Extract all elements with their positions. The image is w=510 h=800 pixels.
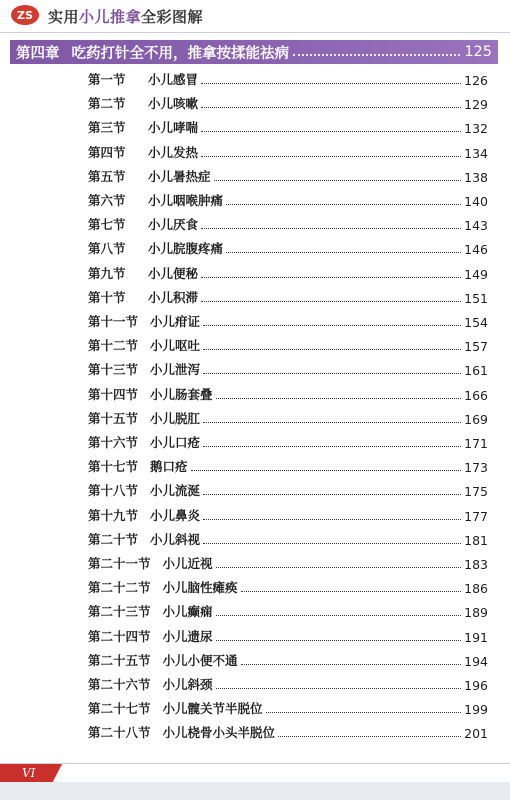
toc-page-number: 161	[464, 363, 488, 379]
page-number: VI	[22, 766, 36, 780]
toc-section-number: 第二十节	[88, 531, 139, 547]
toc-page-number: 157	[464, 339, 488, 355]
toc-page-number: 173	[464, 460, 488, 476]
toc-leader-dots	[241, 591, 462, 592]
toc-section-number: 第十节	[88, 289, 126, 305]
toc-page-number: 138	[464, 169, 488, 185]
chapter-number: 第四章	[16, 45, 60, 62]
toc-section-number: 第十四节	[88, 386, 139, 402]
book-title	[48, 6, 203, 27]
toc-section-title: 小儿积滞	[148, 289, 199, 305]
toc-entry[interactable]	[88, 211, 488, 233]
toc-entry[interactable]	[88, 308, 488, 330]
toc-leader-dots	[201, 228, 461, 229]
toc-section-number: 第十七节	[88, 459, 139, 475]
toc-section-title: 小儿呕吐	[150, 338, 201, 354]
book-title-suffix: 全彩图解	[141, 8, 204, 26]
toc-entry[interactable]	[88, 598, 488, 620]
toc-section-title: 小儿髋关节半脱位	[162, 701, 263, 717]
toc-entry[interactable]	[88, 114, 488, 136]
toc-entry[interactable]	[88, 381, 488, 403]
toc-entry[interactable]	[88, 284, 488, 306]
toc-page-number: 175	[464, 484, 488, 500]
toc-section-title: 小儿流涎	[150, 483, 201, 499]
toc-entry[interactable]	[88, 574, 488, 596]
toc-section-number: 第四节	[88, 144, 126, 160]
toc-section-title: 小儿近视	[162, 556, 213, 571]
toc-entry[interactable]	[88, 526, 488, 548]
toc-section-number: 第十八节	[88, 483, 139, 499]
toc-section-title: 小儿桡骨小头半脱位	[162, 725, 276, 741]
toc-leader-dots	[201, 131, 461, 132]
toc-section-title: 小儿脑性瘫痪	[162, 580, 238, 596]
toc-entry[interactable]	[88, 453, 488, 475]
toc-entry[interactable]	[88, 139, 488, 161]
toc-section-number: 第二十二节	[88, 580, 151, 596]
toc-page-number: 199	[464, 702, 488, 718]
toc-leader-dots	[201, 301, 461, 302]
toc-leader-dots	[201, 83, 461, 84]
toc-section-number: 第一节	[88, 72, 126, 87]
toc-section-title: 小儿脘腹疼痛	[148, 241, 224, 257]
toc-section-number: 第八节	[88, 241, 126, 257]
book-title-prefix: 实用	[48, 8, 80, 26]
toc-leader-dots	[191, 470, 462, 471]
bottom-strip	[0, 782, 510, 800]
toc-entry[interactable]	[88, 550, 488, 572]
toc-page-number: 171	[464, 436, 488, 451]
toc-section-number: 第二十六节	[88, 677, 151, 692]
toc-entry[interactable]	[88, 719, 488, 741]
toc-leader-dots	[203, 325, 461, 326]
toc-section-number: 第十二节	[88, 338, 139, 354]
toc-leader-dots	[201, 277, 461, 278]
toc-section-title: 小儿小便不通	[162, 652, 238, 668]
toc-section-title: 小儿肠套叠	[150, 386, 213, 402]
page-header	[0, 0, 510, 30]
toc-page-number: 166	[464, 387, 488, 403]
chapter-heading[interactable]	[10, 40, 498, 64]
toc-leader-dots	[278, 736, 461, 737]
header-divider	[0, 32, 510, 33]
toc-leader-dots	[203, 519, 461, 520]
toc-page-number: 134	[464, 145, 488, 161]
toc-section-title: 小儿泄泻	[150, 362, 201, 378]
toc-page-number: 154	[464, 315, 488, 330]
toc-section-number: 第五节	[88, 168, 126, 184]
toc-section-title: 小儿斜视	[150, 531, 201, 547]
toc-entry[interactable]	[88, 695, 488, 717]
toc-leader-dots	[266, 712, 462, 713]
toc-section-number: 第六节	[88, 193, 126, 208]
toc-section-number: 第十五节	[88, 410, 139, 426]
toc-entry[interactable]	[88, 502, 488, 524]
toc-page-number: 186	[464, 581, 488, 597]
toc-entry[interactable]	[88, 332, 488, 354]
toc-entry[interactable]	[88, 163, 488, 185]
toc-page-number: 189	[464, 605, 488, 621]
toc-section-title: 小儿疳证	[150, 314, 201, 329]
toc-section-title: 小儿感冒	[148, 72, 199, 87]
toc-section-number: 第二十五节	[88, 652, 151, 668]
toc-page-number: 129	[464, 97, 488, 113]
toc-entry[interactable]	[88, 90, 488, 112]
toc-leader-dots	[201, 107, 461, 108]
toc-page-number: 191	[464, 629, 488, 645]
toc-section-number: 第二节	[88, 96, 126, 112]
chapter-leader-dots	[293, 54, 460, 56]
publisher-logo-icon	[10, 4, 40, 26]
toc-leader-dots	[203, 373, 461, 374]
toc-section-title: 小儿咽喉肿痛	[148, 193, 224, 208]
toc-entry[interactable]	[88, 671, 488, 693]
toc-leader-dots	[203, 349, 461, 350]
toc-section-number: 第七节	[88, 217, 126, 233]
footer-divider	[0, 763, 510, 764]
toc-entry[interactable]	[88, 66, 488, 88]
toc-section-number: 第十三节	[88, 362, 139, 378]
toc-page-number: 149	[464, 266, 488, 282]
toc-leader-dots	[226, 204, 461, 205]
toc-leader-dots	[214, 180, 462, 181]
toc-section-number: 第二十一节	[88, 556, 151, 571]
toc-section-number: 第二十八节	[88, 725, 151, 741]
toc-leader-dots	[216, 567, 462, 568]
toc-entry[interactable]	[88, 356, 488, 378]
toc-leader-dots	[226, 252, 461, 253]
toc-page-number: 183	[464, 557, 488, 572]
toc-section-number: 第十一节	[88, 314, 139, 329]
toc-leader-dots	[203, 446, 461, 447]
toc-page-number: 146	[464, 242, 488, 258]
toc-section-title: 小儿哮喘	[148, 120, 199, 136]
toc-page-number: 196	[464, 678, 488, 693]
toc-section-number: 第十六节	[88, 435, 139, 450]
toc-leader-dots	[216, 615, 462, 616]
toc-page-number: 151	[464, 290, 488, 306]
toc-leader-dots	[216, 398, 462, 399]
toc-section-number: 第九节	[88, 265, 126, 281]
logo-text: ZS	[17, 9, 33, 22]
toc-section-number: 第十九节	[88, 507, 139, 523]
toc-section-title: 小儿斜颈	[162, 677, 213, 692]
toc-leader-dots	[203, 422, 461, 423]
toc-leader-dots	[203, 494, 461, 495]
toc-entry[interactable]	[88, 235, 488, 257]
toc-leader-dots	[216, 640, 462, 641]
toc-entry[interactable]	[88, 405, 488, 427]
toc-leader-dots	[216, 688, 462, 689]
toc-section-title: 小儿厌食	[148, 217, 199, 233]
toc-entry[interactable]	[88, 260, 488, 282]
toc-page-number: 181	[464, 532, 488, 548]
toc-entry[interactable]	[88, 429, 488, 451]
toc-section-title: 小儿口疮	[150, 435, 201, 450]
toc-page-number: 140	[464, 194, 488, 209]
toc-entry[interactable]	[88, 187, 488, 209]
chapter-title: 吃药打针全不用，推拿按揉能祛病	[71, 45, 289, 62]
toc-section-number: 第三节	[88, 120, 126, 136]
toc-entry[interactable]	[88, 647, 488, 669]
toc-page-number: 126	[464, 73, 488, 88]
toc-page-number: 143	[464, 218, 488, 234]
toc-page-number: 194	[464, 653, 488, 669]
toc-section-title: 小儿便秘	[148, 265, 199, 281]
toc-section-title: 小儿遗尿	[162, 628, 213, 644]
toc-section-title: 小儿脱肛	[150, 410, 201, 426]
toc-page-number: 169	[464, 411, 488, 427]
toc-entry[interactable]	[88, 623, 488, 645]
toc-leader-dots	[241, 664, 462, 665]
toc-page-number: 201	[464, 726, 488, 742]
toc-section-title: 小儿暑热症	[148, 168, 211, 184]
toc-leader-dots	[201, 156, 461, 157]
toc-page-number: 132	[464, 121, 488, 137]
toc-page-number: 177	[464, 508, 488, 524]
toc-section-title: 鹅口疮	[150, 459, 188, 475]
chapter-page: 125	[464, 44, 492, 60]
toc-section-number: 第二十四节	[88, 628, 151, 644]
toc-section-title: 小儿发热	[148, 144, 199, 160]
toc-section-number: 第二十七节	[88, 701, 151, 717]
toc-entry[interactable]	[88, 477, 488, 499]
toc-leader-dots	[203, 543, 461, 544]
toc-section-title: 小儿鼻炎	[150, 507, 201, 523]
toc-section-title: 小儿癫痫	[162, 604, 213, 620]
toc-section-number: 第二十三节	[88, 604, 151, 620]
toc-section-title: 小儿咳嗽	[148, 96, 199, 112]
book-title-highlight: 小儿推拿	[79, 8, 142, 26]
